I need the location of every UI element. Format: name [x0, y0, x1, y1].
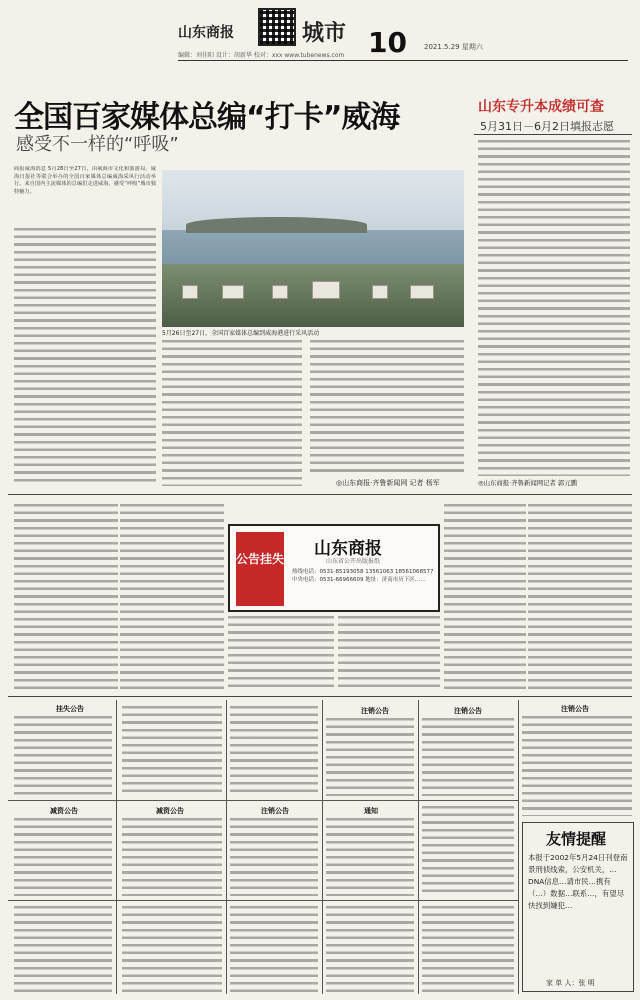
notice-body: [230, 818, 318, 896]
notice-title: 注销公告: [261, 807, 289, 815]
paper-brand: 山东商报: [178, 25, 234, 41]
notice-paper-name: 山东商报: [314, 539, 382, 559]
notice-body: [326, 718, 414, 796]
classifieds-col6: [338, 616, 440, 692]
classifieds-col4: [528, 504, 632, 692]
section-name: 城市: [302, 20, 347, 46]
notice-board-ad: [228, 524, 440, 612]
side-rule: [474, 134, 632, 135]
masthead: [0, 0, 640, 64]
notice-body: [122, 706, 222, 796]
notice-body: [14, 906, 112, 994]
notice-title: 挂失公告: [56, 705, 84, 713]
section-divider: [8, 494, 632, 495]
article-byline: ◎山东商报·齐鲁新闻网 记者 杨军: [336, 479, 440, 487]
qr-code-icon: [258, 8, 296, 46]
notice-title: 注销公告: [561, 705, 589, 713]
notice-body: [326, 818, 414, 896]
friendly-reminder-text: 本报于2002年5月24日刊登南景刑侦线索，公安机关，…DNA信息…请市民…携有（…）数据…联系…，有望尽快找到嫌犯…: [528, 853, 628, 910]
article-col2: [162, 340, 302, 486]
notice-title: 减资公告: [50, 807, 78, 815]
notice-body: [326, 906, 414, 994]
notice-body: [522, 716, 632, 816]
editor-credits: 编辑：刘佳阳 设计：胡新华 校对：xxx www.tubenews.com: [178, 52, 345, 59]
notice-title: 注销公告: [454, 707, 482, 715]
page-title: 全国百家媒体总编“打卡”威海: [14, 100, 400, 135]
photo-caption: 5月26日至27日，全国百家媒体总编到威海港进行采风活动: [162, 330, 320, 337]
page-number: 10: [368, 26, 407, 59]
classifieds-col1: [14, 504, 118, 692]
notice-body: [422, 906, 514, 994]
notice-badge: 公告挂失: [236, 532, 284, 606]
notice-body: [230, 906, 318, 994]
notice-contact: 热线电话：0531-85193058 13561063 18561068577 中央电话：0531-66966609 地址：济南市历下区……: [292, 569, 434, 583]
side-body: [478, 140, 630, 476]
article-lead: 商报威海消息 5月28日至27日，由威海市文化和旅游局、威海日报社等联合举办的全国百家媒体总编威海采风行活动举行。来自国内主流媒体的总编们走进威海，感受“呼吸”城市独特魅力。: [14, 166, 156, 195]
notice-body: [230, 706, 318, 796]
friendly-reminder-title: 友情提醒: [545, 830, 606, 848]
masthead-rule: [178, 60, 628, 61]
notice-title: 减资公告: [156, 807, 184, 815]
classifieds-col3: [444, 504, 526, 692]
page-subtitle: 感受不一样的“呼吸”: [16, 134, 179, 155]
article-col1: [14, 228, 156, 486]
notice-body: [14, 818, 112, 896]
notice-slogan: 山东省公开出版报纸: [326, 558, 381, 565]
friendly-reminder-sign: 家 单 人：张 明: [546, 979, 595, 987]
side-headline: 山东专升本成绩可查: [478, 99, 604, 115]
classifieds-col5: [228, 616, 334, 692]
article-photo: [162, 170, 464, 327]
side-byline: ◎山东商报·齐鲁新闻网记者 郭元鹏: [478, 479, 578, 487]
notice-body: [122, 818, 222, 896]
side-subhead: 5月31日－6月2日填报志愿: [480, 120, 614, 133]
issue-date: 2021.5.29 星期六: [424, 43, 483, 51]
notice-title: 注销公告: [361, 707, 389, 715]
notice-body: [14, 716, 112, 796]
classifieds-col2: [120, 504, 224, 692]
notice-body: [422, 718, 514, 796]
notices-divider: [8, 696, 632, 697]
article-col3: [310, 340, 464, 474]
notice-body: [422, 806, 514, 896]
notice-body: [122, 906, 222, 994]
notice-title: 通知: [364, 807, 378, 815]
